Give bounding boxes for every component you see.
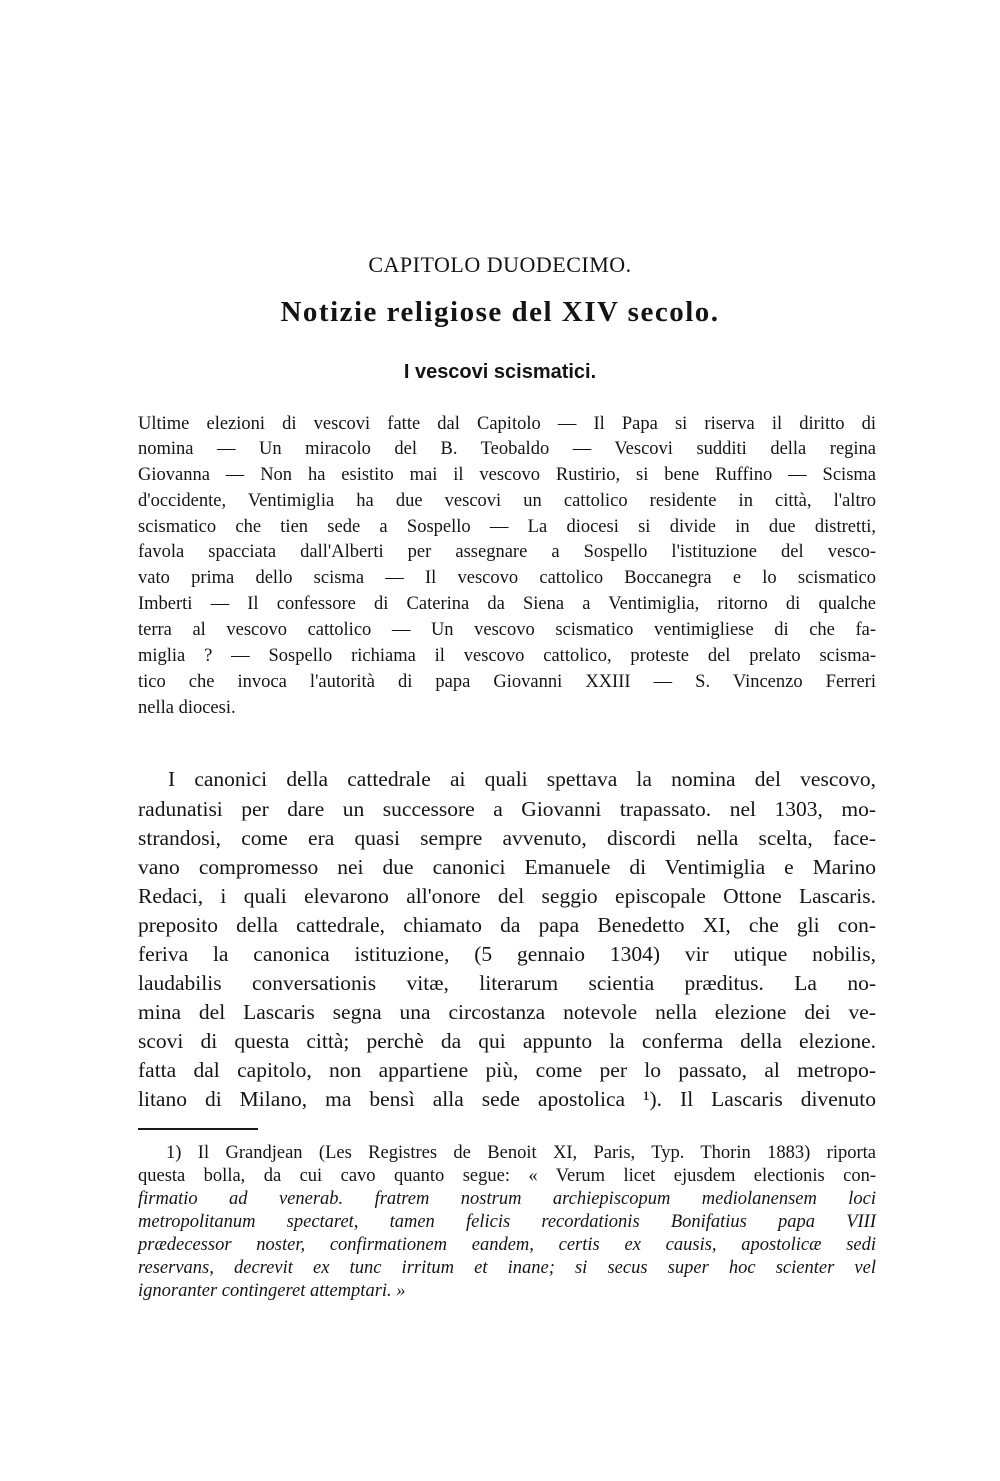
chapter-title: Notizie religiose del XIV secolo.: [280, 296, 720, 328]
body-line: scovi di questa città; perchè da qui appunto la conferma della elezione.: [138, 1029, 876, 1053]
summary-line: vato prima dello scisma — Il vescovo cattolico Boccanegra e lo scismatico: [138, 568, 876, 588]
body-line: litano di Milano, ma bensì alla sede apostolica ¹). Il Lascaris divenuto: [138, 1087, 876, 1111]
body-line: laudabilis conversationis vitæ, literarum scientia præditus. La no-: [138, 971, 876, 995]
body-line: mina del Lascaris segna una circostanza notevole nella elezione dei ve-: [138, 1000, 876, 1024]
body-line: fatta dal capitolo, non appartiene più, come per lo passato, al metropo-: [138, 1058, 876, 1082]
body-line: vano compromesso nei due canonici Emanuele di Ventimiglia e Marino: [138, 855, 876, 879]
footnote-divider: [138, 1128, 258, 1130]
body-line: Redaci, i quali elevarono all'onore del seggio episcopale Ottone Lascaris.: [138, 884, 876, 908]
summary-line: nomina — Un miracolo del B. Teobaldo — Vescovi sudditi della regina: [138, 439, 876, 459]
chapter-subtitle: I vescovi scismatici.: [403, 361, 597, 383]
summary-line: nella diocesi.: [138, 698, 236, 718]
chapter-number: CAPITOLO DUODECIMO.: [368, 252, 632, 277]
footnote-line: firmatio ad venerab. fratrem nostrum archiepiscopum mediolanensem loci: [138, 1189, 876, 1209]
summary-line: tico che invoca l'autorità di papa Giovanni XXIII — S. Vincenzo Ferreri: [138, 672, 876, 692]
body-line: I canonici della cattedrale ai quali spettava la nomina del vescovo,: [168, 767, 876, 791]
body-line: radunatisi per dare un successore a Giovanni trapassato. nel 1303, mo-: [138, 797, 876, 821]
summary-line: d'occidente, Ventimiglia ha due vescovi un cattolico residente in città, l'altro: [138, 491, 876, 511]
footnote-line: prædecessor noster, confirmationem eandem, certis ex causis, apostolicæ sedi: [138, 1235, 876, 1255]
body-line: preposito della cattedrale, chiamato da papa Benedetto XI, che gli con-: [138, 913, 876, 937]
summary-line: favola spacciata dall'Alberti per assegnare a Sospello l'istituzione del vesco-: [138, 542, 876, 562]
summary-line: Ultime elezioni di vescovi fatte dal Capitolo — Il Papa si riserva il diritto di: [138, 414, 876, 434]
body-line: feriva la canonica istituzione, (5 gennaio 1304) vir utique nobilis,: [138, 942, 876, 966]
footnote-line: ignoranter contingeret attemptari. »: [138, 1281, 406, 1301]
footnote-line: 1) Il Grandjean (Les Registres de Benoit XI, Paris, Typ. Thorin 1883) riporta: [166, 1143, 876, 1163]
footnote-line: questa bolla, da cui cavo quanto segue: « Verum licet ejusdem electionis con-: [138, 1166, 876, 1186]
footnote-line: metropolitanum spectaret, tamen felicis recordationis Bonifatius papa VIII: [138, 1212, 876, 1232]
summary-line: Giovanna — Non ha esistito mai il vescovo Rustirio, si bene Ruffino — Scisma: [138, 465, 876, 485]
footnote-line: reservans, decrevit ex tunc irritum et inane; si secus super hoc scienter vel: [138, 1258, 876, 1278]
summary-line: miglia ? — Sospello richiama il vescovo cattolico, proteste del prelato scisma-: [138, 646, 876, 666]
body-line: strandosi, come era quasi sempre avvenuto, discordi nella scelta, face-: [138, 826, 876, 850]
summary-line: scismatico che tien sede a Sospello — La diocesi si divide in due distretti,: [138, 517, 876, 537]
summary-line: Imberti — Il confessore di Caterina da Siena a Ventimiglia, ritorno di qualche: [138, 594, 876, 614]
summary-line: terra al vescovo cattolico — Un vescovo scismatico ventimigliese di che fa-: [138, 620, 876, 640]
